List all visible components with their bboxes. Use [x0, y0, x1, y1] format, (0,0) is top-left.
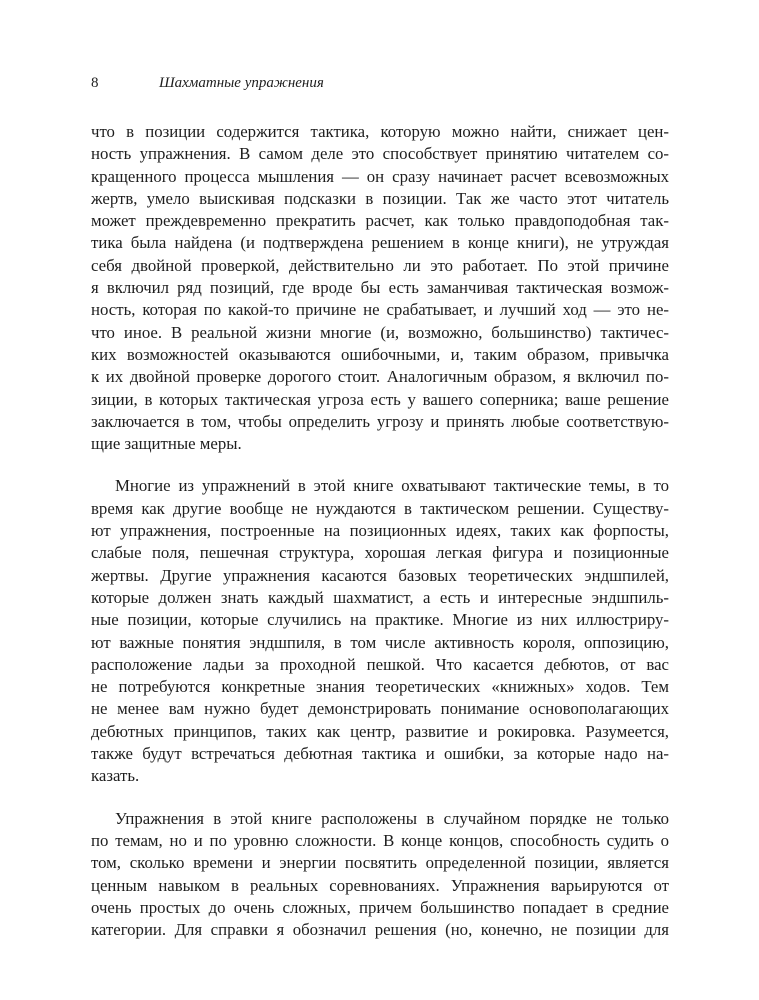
text-line: ность, которая по какой-то причине не срабатывает, и лучший ход — это не-: [91, 300, 669, 320]
text-line: которые должен знать каждый шахматист, а есть и интересные эндшпиль-: [91, 587, 669, 607]
text-line: заключается в том, чтобы определить угрозу и принять любые соответствую-: [91, 411, 669, 431]
text-line: к их двойной проверке дорогого стоит. Аналогичным образом, я включил по-: [91, 367, 669, 387]
text-line: ценным навыком в реальных соревнованиях. Упражнения варьируются от: [91, 875, 669, 895]
text-line: ких возможностей оказываются ошибочными, и, таким образом, привычка: [91, 344, 669, 364]
running-title: Шахматные упражнения: [159, 75, 324, 91]
text-line: Многие из упражнений в этой книге охватывают тактические темы, в то: [115, 476, 669, 496]
text-line: не потребуются конкретные знания теоретических «книжных» ходов. Тем: [91, 677, 669, 697]
text-line: ют важные понятия эндшпиля, в том числе активность короля, оппозицию,: [91, 632, 669, 652]
text-line: жертв, умело выискивая подсказки в позиции. Так же часто этот читатель: [91, 188, 669, 208]
text-line: расположение ладьи за проходной пешкой. Что касается дебютов, от вас: [91, 654, 669, 674]
text-line: я включил ряд позиций, где вроде бы есть заманчивая тактическая возмож-: [91, 278, 669, 298]
text-line: себя двойной проверкой, действительно ли это работает. По этой причине: [91, 255, 669, 275]
text-line: ность упражнения. В самом деле это способствует принятию читателем со-: [91, 144, 669, 164]
body-text: [91, 121, 669, 941]
text-line: слабые поля, пешечная структура, хорошая легкая фигура и позиционные: [91, 543, 669, 563]
text-line: по темам, но и по уровню сложности. В конце концов, способность судить о: [91, 830, 669, 850]
text-line: тика была найдена (и подтверждена решением в конце книги), не утруждая: [91, 233, 669, 253]
paragraph: [91, 808, 669, 942]
page-number: 8: [91, 75, 99, 91]
text-line: жертвы. Другие упражнения касаются базовых теоретических эндшпилей,: [91, 565, 669, 585]
paragraph: [91, 475, 669, 787]
text-line: ные позиции, которые случились на практике. Многие из них иллюстриру-: [91, 610, 669, 630]
text-line: что в позиции содержится тактика, которую можно найти, снижает цен-: [91, 122, 669, 141]
text-line: щие защитные меры.: [91, 434, 242, 454]
text-line: может преждевременно прекратить расчет, как только правдоподобная так-: [91, 211, 669, 231]
text-line: казать.: [91, 766, 140, 786]
text-line: что иное. В реальной жизни многие (и, возможно, большинство) тактичес-: [91, 322, 669, 342]
running-head: [91, 73, 324, 93]
text-line: дебютных принципов, таких как центр, развитие и рокировка. Разумеется,: [91, 721, 669, 741]
text-line: не менее вам нужно будет демонстрировать понимание основополагающих: [91, 699, 669, 719]
text-line: время как другие вообще не нуждаются в тактическом решении. Существу-: [91, 498, 669, 518]
text-line: том, сколько времени и энергии посвятить определенной позиции, является: [91, 853, 669, 873]
text-line: Упражнения в этой книге расположены в случайном порядке не только: [115, 808, 669, 828]
text-line: также будут встречаться дебютная тактика и ошибки, за которые надо на-: [91, 744, 669, 764]
text-line: очень простых до очень сложных, причем большинство попадает в средние: [91, 897, 669, 917]
text-line: ют упражнения, построенные на позиционных идеях, таких как форпосты,: [91, 521, 669, 541]
paragraph: [91, 121, 669, 455]
text-line: категории. Для справки я обозначил решения (но, конечно, не позиции для: [91, 920, 669, 940]
text-line: кращенного процесса мышления — он сразу начинает расчет всевозможных: [91, 166, 669, 186]
text-line: зиции, в которых тактическая угроза есть у вашего соперника; ваше решение: [91, 389, 669, 409]
